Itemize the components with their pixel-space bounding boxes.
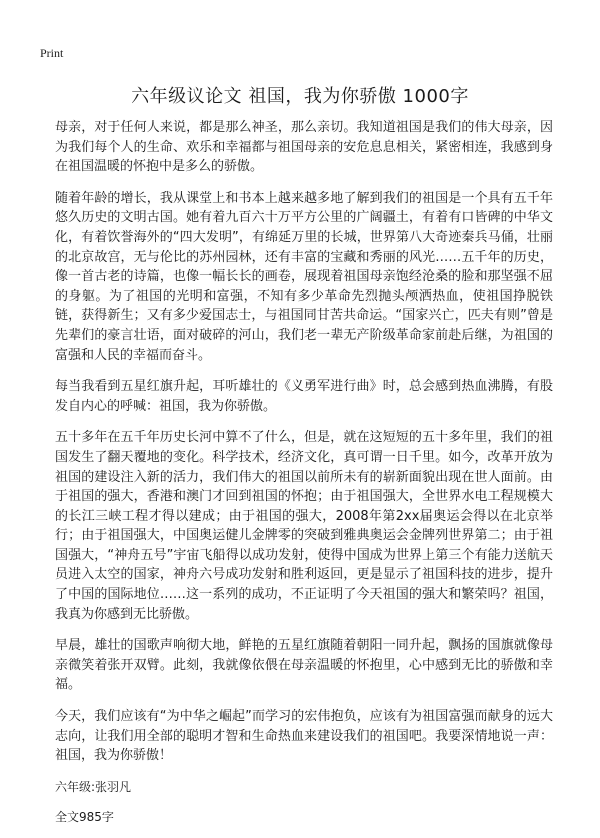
print-link[interactable]: Print bbox=[40, 46, 64, 60]
paragraph-2: 随着年龄的增长，我从课堂上和书本上越来越多地了解到我们的祖国是一个具有五千年悠久历史的文明古国。她有着九百六十万平方公里的广阔疆土，有着有口皆碑的中华文化，有着饮誉海外的“四大发明”，有绵延万里的长城，世界第八大奇迹秦兵马俑，壮丽的北京故宫，无与伦比的苏州园林，还有丰富的宝藏和秀丽的风光……五千年的历史，像一首古老的诗篇，也像一幅长长的画卷，展现着祖国母亲饱经沧桑的脸和那坚强不屈的身躯。为了祖国的光明和富强，不知有多少革命先烈抛头颅洒热血，使祖国挣脱铁链，获得新生；又有多少爱国志士，与祖国同甘苦共命运。“国家兴亡，匹夫有则”曾是先辈们的豪言壮语，面对破碎的河山，我们老一辈无产阶级革命家前赴后继，为祖国的富强和人民的幸福而奋斗。 bbox=[55, 190, 553, 363]
paragraph-3: 每当我看到五星红旗升起，耳听雄壮的《义勇军进行曲》时，总会感到热血沸腾，有股发自内心的呼喊：祖国，我为你骄傲。 bbox=[55, 379, 553, 414]
paragraph-4: 五十多年在五千年历史长河中算不了什么，但是，就在这短短的五十多年里，我们的祖国发生了翻天覆地的变化。科学技术，经济文化，真可谓一日千里。如今，改革开放为祖国的建设注入新的活力，我们伟大的祖国以前所未有的崭新面貌出现在世人面前。由于祖国的强大，香港和澳门才回到祖国的怀抱；由于祖国强大，全世界水电工程规模大的长江三峡工程才得以建成；由于祖国的强大，2008年第2xx届奥运会得以在北京举行；由于祖国强大，中国奥运健儿金牌零的突破到雅典奥运会金牌列世界第二；由于祖国强大，“神舟五号”宇宙飞船得以成功发射，使得中国成为世界上第三个有能力送航天员进入太空的国家，神舟六号成功发射和胜利返回，更是显示了祖国科技的进步，提升了中国的国际地位……这一系列的成功，不正证明了今天祖国的强大和繁荣吗？祖国，我真为你感到无比骄傲。 bbox=[55, 430, 553, 622]
author-line: 六年级:张羽凡 bbox=[55, 779, 132, 794]
paragraph-5: 早晨，雄壮的国歌声响彻大地，鲜艳的五星红旗随着朝阳一同升起，飘扬的国旗就像母亲微笑着张开双臂。此刻，我就像依偎在母亲温暖的怀抱里，心中感到无比的骄傲和幸福。 bbox=[55, 638, 553, 693]
article-body bbox=[55, 118, 553, 838]
page-title: 六年级议论文 祖国，我为你骄傲 1000字 bbox=[131, 86, 469, 107]
word-count: 全文985字 bbox=[55, 809, 114, 824]
paragraph-1: 母亲，对于任何人来说，都是那么神圣，那么亲切。我知道祖国是我们的伟大母亲，因为我们每个人的生命、欢乐和幸福都与祖国母亲的安危息息相关，紧密相连，我感到身在祖国温暖的怀抱中是多么的骄傲。 bbox=[55, 120, 553, 175]
paragraph-6: 今天，我们应该有“为中华之崛起”而学习的宏伟抱负，应该有为祖国富强而献身的远大志向，让我们用全部的聪明才智和生命热血来建设我们的祖国吧。我要深情地说一声：祖国，我为你骄傲！ bbox=[55, 709, 553, 764]
